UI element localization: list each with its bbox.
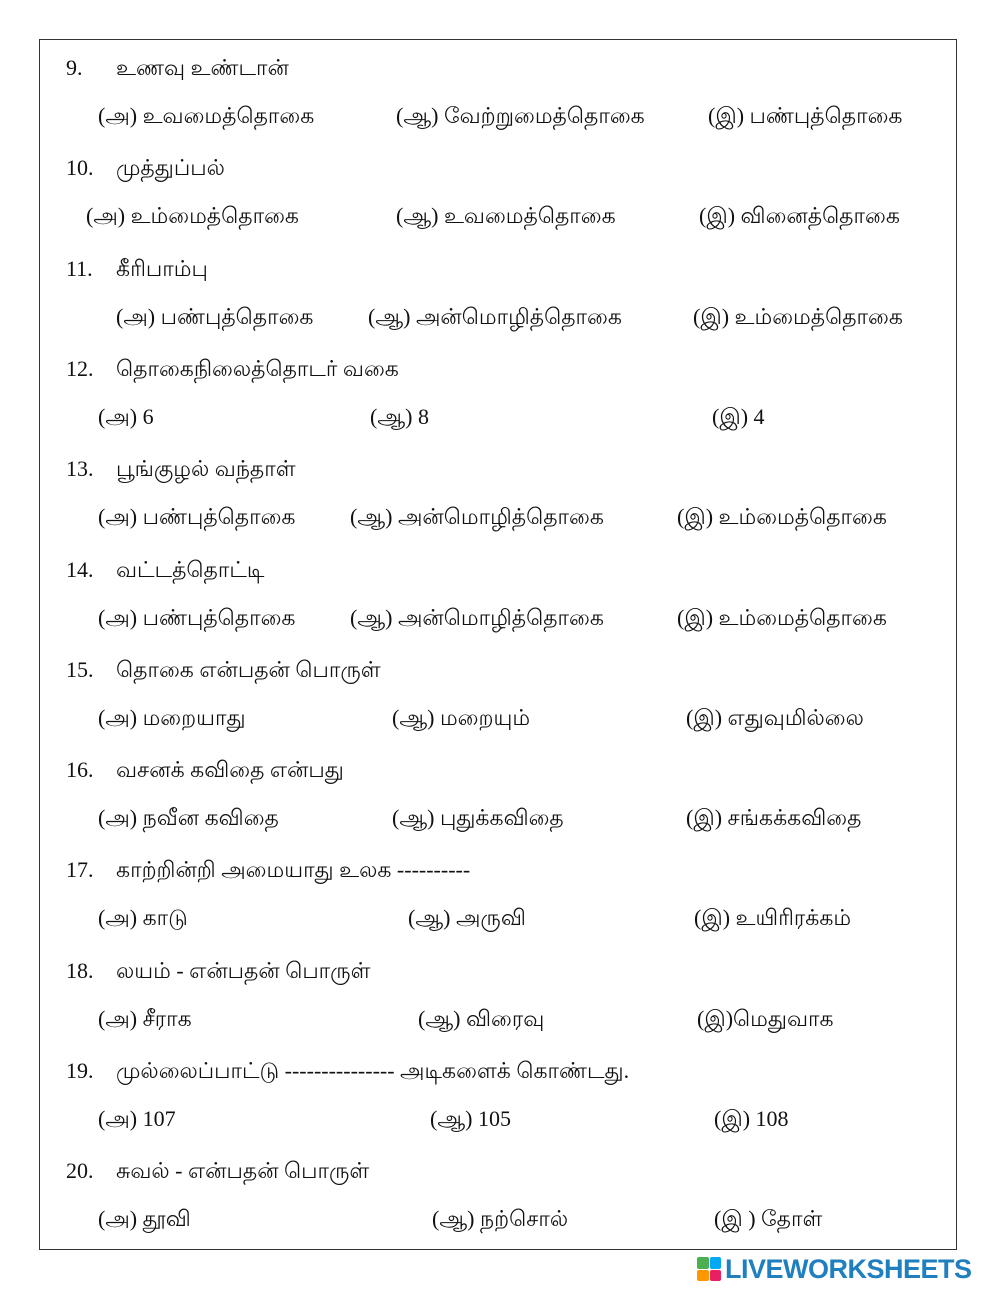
question-19 bbox=[66, 1058, 629, 1084]
question-number: 20. bbox=[66, 1158, 94, 1184]
question-number: 18. bbox=[66, 957, 94, 983]
question-number: 9. bbox=[66, 55, 83, 80]
question-15 bbox=[66, 657, 381, 683]
option-a[interactable]: (அ) 107 bbox=[98, 1106, 176, 1131]
question-text: பூங்குழல் வந்தாள் bbox=[116, 456, 296, 482]
option-a[interactable]: (அ) பண்புத்தொகை bbox=[116, 303, 314, 329]
question-number: 19. bbox=[66, 1058, 94, 1083]
option-aa[interactable]: (ஆ) நற்சொல் bbox=[432, 1206, 569, 1232]
question-14 bbox=[66, 557, 264, 583]
question-text: லயம் - என்பதன் பொருள் bbox=[116, 957, 371, 983]
option-aa[interactable]: (ஆ) உவமைத்தொகை bbox=[396, 203, 616, 229]
question-12 bbox=[66, 356, 399, 382]
question-number: 11. bbox=[66, 255, 93, 281]
option-i[interactable]: (இ ) தோள் bbox=[714, 1206, 823, 1232]
question-text: உணவு உண்டான் bbox=[116, 55, 289, 80]
question-20 bbox=[66, 1158, 369, 1184]
question-text: காற்றின்றி அமையாது உலக ---------- bbox=[116, 857, 471, 883]
question-text: வட்டத்தொட்டி bbox=[116, 556, 265, 582]
question-10 bbox=[66, 155, 225, 181]
liveworksheets-logo-icon bbox=[697, 1257, 721, 1281]
option-aa[interactable]: (ஆ) புதுக்கவிதை bbox=[392, 805, 564, 831]
question-9 bbox=[66, 55, 289, 81]
question-17 bbox=[66, 857, 470, 883]
question-text: தொகை என்பதன் பொருள் bbox=[116, 656, 381, 682]
option-i[interactable]: (இ) உம்மைத்தொகை bbox=[693, 303, 903, 329]
option-i[interactable]: (இ) 108 bbox=[714, 1106, 789, 1131]
option-a[interactable]: (அ) உவமைத்தொகை bbox=[98, 103, 315, 128]
question-number: 13. bbox=[66, 456, 94, 482]
option-aa[interactable]: (ஆ) 8 bbox=[370, 403, 429, 429]
option-aa[interactable]: (ஆ) மறையும் bbox=[392, 704, 531, 730]
option-i[interactable]: (இ) உயிரிரக்கம் bbox=[694, 905, 852, 931]
question-number: 17. bbox=[66, 857, 94, 883]
option-a[interactable]: (அ) தூவி bbox=[98, 1206, 191, 1232]
option-aa[interactable]: (ஆ) அருவி bbox=[408, 905, 526, 931]
option-i[interactable]: (இ) எதுவுமில்லை bbox=[686, 704, 864, 730]
option-aa[interactable]: (ஆ) அன்மொழித்தொகை bbox=[368, 303, 622, 329]
question-number: 16. bbox=[66, 757, 94, 783]
option-aa[interactable]: (ஆ) விரைவு bbox=[418, 1005, 545, 1031]
option-a[interactable]: (அ) சீராக bbox=[98, 1005, 192, 1031]
option-i[interactable]: (இ)மெதுவாக bbox=[697, 1005, 834, 1031]
option-aa[interactable]: (ஆ) 105 bbox=[430, 1106, 511, 1131]
question-number: 15. bbox=[66, 656, 94, 682]
option-aa[interactable]: (ஆ) வேற்றுமைத்தொகை bbox=[396, 103, 645, 128]
option-a[interactable]: (அ) பண்புத்தொகை bbox=[98, 504, 296, 530]
option-a[interactable]: (அ) 6 bbox=[98, 403, 154, 429]
option-i[interactable]: (இ) உம்மைத்தொகை bbox=[677, 504, 887, 530]
question-16 bbox=[66, 757, 344, 783]
option-i[interactable]: (இ) வினைத்தொகை bbox=[699, 203, 900, 229]
question-text: தொகைநிலைத்தொடர் வகை bbox=[116, 355, 399, 381]
question-text: முத்துப்பல் bbox=[116, 155, 225, 181]
question-number: 14. bbox=[66, 556, 94, 582]
option-a[interactable]: (அ) உம்மைத்தொகை bbox=[86, 203, 299, 229]
option-i[interactable]: (இ) சங்கக்கவிதை bbox=[686, 805, 862, 831]
liveworksheets-logo bbox=[697, 1254, 972, 1284]
option-i[interactable]: (இ) பண்புத்தொகை bbox=[708, 103, 903, 128]
question-text: முல்லைப்பாட்டு --------------- அடிகளைக் கொண்டது. bbox=[116, 1058, 630, 1083]
question-13 bbox=[66, 456, 296, 482]
option-a[interactable]: (அ) பண்புத்தொகை bbox=[98, 604, 296, 630]
option-a[interactable]: (அ) மறையாது bbox=[98, 704, 246, 730]
question-number: 10. bbox=[66, 155, 94, 181]
question-11 bbox=[66, 256, 208, 282]
option-a[interactable]: (அ) நவீன கவிதை bbox=[98, 805, 279, 831]
question-text: வசனக் கவிதை என்பது bbox=[116, 757, 344, 783]
question-text: கீரிபாம்பு bbox=[116, 255, 208, 281]
option-i[interactable]: (இ) உம்மைத்தொகை bbox=[677, 604, 887, 630]
option-a[interactable]: (அ) காடு bbox=[98, 905, 188, 931]
option-aa[interactable]: (ஆ) அன்மொழித்தொகை bbox=[350, 604, 604, 630]
question-number: 12. bbox=[66, 355, 94, 381]
option-i[interactable]: (இ) 4 bbox=[712, 403, 765, 429]
brand-name: LIVEWORKSHEETS bbox=[725, 1253, 972, 1284]
option-aa[interactable]: (ஆ) அன்மொழித்தொகை bbox=[350, 504, 604, 530]
question-18 bbox=[66, 958, 370, 984]
question-text: சுவல் - என்பதன் பொருள் bbox=[116, 1158, 370, 1184]
